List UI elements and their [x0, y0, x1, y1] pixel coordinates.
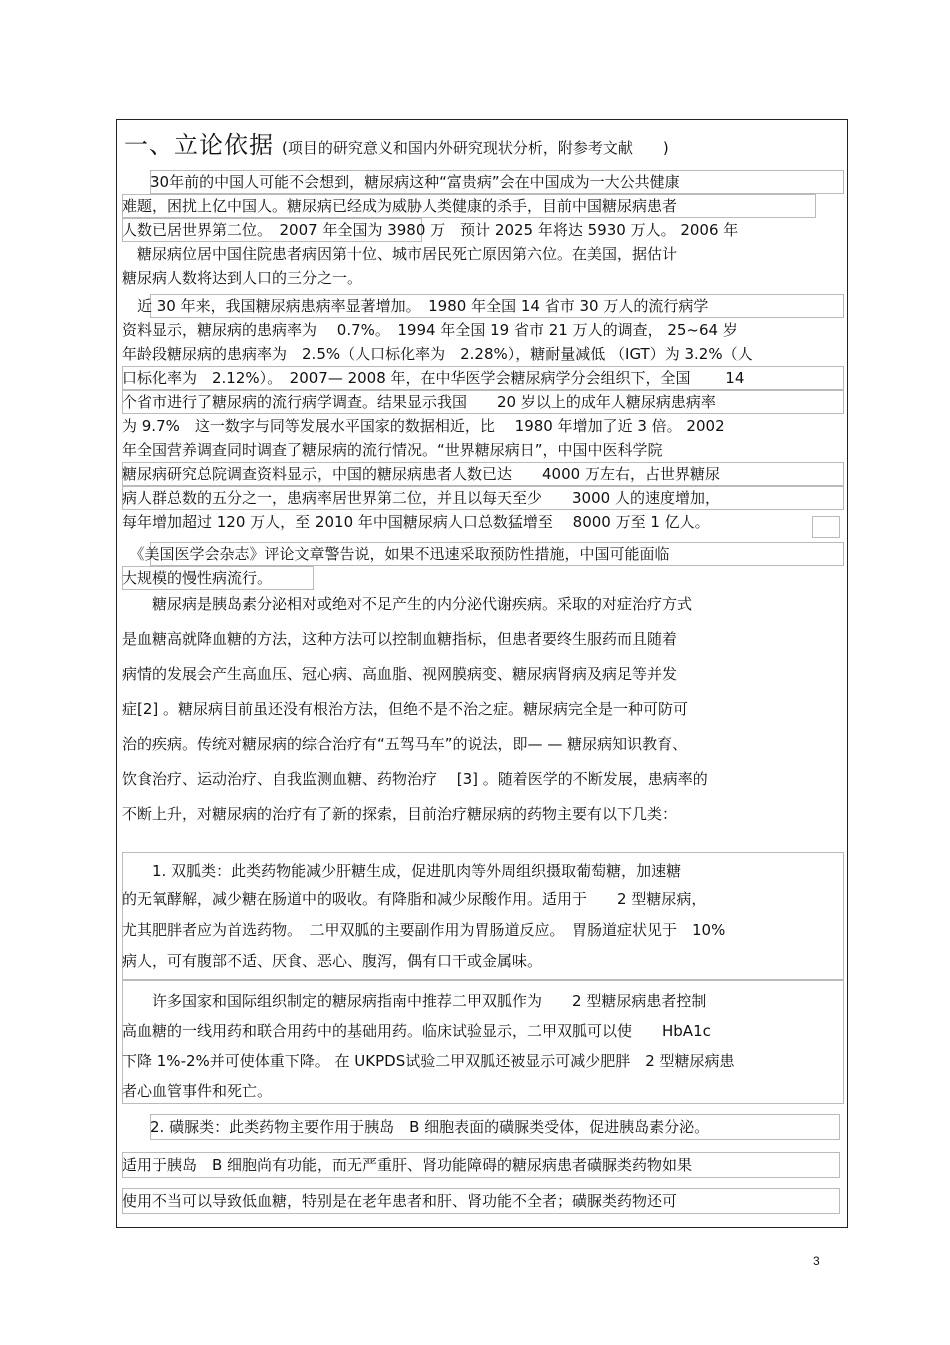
paragraph-7	[122, 1114, 844, 1214]
text-line: 者心血管事件和死亡。	[122, 1082, 273, 1100]
text-line: 不断上升，对糖尿病的治疗有了新的探索，目前治疗糖尿病的药物主要有以下几类：	[122, 805, 678, 823]
text-line: 糖尿病位居中国住院患者病因第十位、城市居民死亡原因第六位。在美国，据估计	[122, 245, 678, 263]
text-line: 个省市进行了糖尿病的流行病学调查。结果显示我国 20 岁以上的成年人糖尿病患病率	[122, 393, 716, 411]
text-line: 每年增加超过 120 万人，至 2010 年中国糖尿病人口总数猛增至 8000 万至 1 亿人。	[122, 513, 710, 531]
text-line: 症[2] 。糖尿病目前虽还没有根治方法，但绝不是不治之症。糖尿病完全是一种可防可	[122, 700, 689, 718]
page-number: 3	[813, 1254, 820, 1268]
section-title: 一、立论依据	[124, 131, 274, 159]
text-line: 1. 双胍类：此类药物能减少肝糖生成，促进肌肉等外周组织摄取葡萄糖，加速糖	[122, 862, 682, 880]
text-line: 治的疾病。传统对糖尿病的综合治疗有“五驾马车”的说法，即— — 糖尿病知识教育、	[122, 735, 688, 753]
text-line: 病人群总数的五分之一，患病率居世界第二位，并且以每天至少 3000 人的速度增加，	[122, 489, 720, 507]
text-line: 为 9.7% 这一数字与同等发展水平国家的数据相近，比 1980 年增加了近 3 倍。 2002	[122, 417, 725, 435]
text-line: 年全国营养调查同时调查了糖尿病的流行情况。“世界糖尿病日”，中国中医科学院	[122, 441, 663, 459]
section-heading	[124, 130, 669, 163]
text-line: 近 30 年来，我国糖尿病患病率显著增加。 1980 年全国 14 省市 30 万人的流行病学	[122, 297, 709, 315]
section-subtitle: (项目的研究意义和国内外研究现状分析，附参考文献 )	[282, 139, 669, 157]
text-line: 大规模的慢性病流行。	[122, 569, 273, 587]
text-line: 适用于胰岛 B 细胞尚有功能，而无严重肝、肾功能障碍的糖尿病患者磺脲类药物如果	[122, 1156, 693, 1174]
paragraph-2	[122, 294, 844, 540]
text-line: 使用不当可以导致低血糖，特别是在老年患者和肝、肾功能不全者；磺脲类药物还可	[122, 1192, 678, 1210]
paragraph-6	[122, 980, 844, 1104]
text-line: 的无氧酵解，减少糖在肠道中的吸收。有降脂和减少尿酸作用。适用于 2 型糖尿病，	[122, 890, 707, 908]
text-line: 糖尿病研究总院调查资料显示，中国的糖尿病患者人数已达 4000 万左右，占世界糖尿	[122, 465, 720, 483]
paragraph-4	[122, 593, 844, 843]
text-line: 难题，困扰上亿中国人。糖尿病已经成为威胁人类健康的杀手，目前中国糖尿病患者	[122, 197, 678, 215]
text-line: 资料显示，糖尿病的患病率为 0.7%。 1994 年全国 19 省市 21 万人的调查， 25~64 岁	[122, 321, 738, 339]
text-line: 是血糖高就降血糖的方法，这种方法可以控制血糖指标，但患者要终生服药而且随着	[122, 630, 678, 648]
text-line: 年龄段糖尿病的患病率为 2.5%（人口标化率为 2.28%），糖耐量减低 （IGT）为 3.2%（人	[122, 345, 753, 363]
paragraph-3	[122, 542, 844, 592]
text-line: 病人，可有腹部不适、厌食、恶心、腹泻，偶有口干或金属味。	[122, 952, 543, 970]
text-line: 糖尿病是胰岛素分泌相对或绝对不足产生的内分泌代谢疾病。采取的对症治疗方式	[122, 595, 693, 613]
paragraph-1	[122, 170, 844, 290]
text-line: 2. 磺脲类：此类药物主要作用于胰岛 B 细胞表面的磺脲类受体，促进胰岛素分泌。	[150, 1118, 710, 1136]
text-line: 饮食治疗、运动治疗、自我监测血糖、药物治疗 [3] 。随着医学的不断发展，患病率的	[122, 770, 708, 788]
text-line: 下降 1%-2%并可使体重下降。 在 UKPDS试验二甲双胍还被显示可减少肥胖 2 型糖尿病患	[122, 1052, 735, 1070]
text-line: 《美国医学会杂志》评论文章警告说，如果不迅速采取预防性措施，中国可能面临	[122, 545, 670, 563]
text-line: 许多国家和国际组织制定的糖尿病指南中推荐二甲双胍作为 2 型糖尿病患者控制	[122, 992, 707, 1010]
text-line: 30年前的中国人可能不会想到，糖尿病这种“富贵病”会在中国成为一大公共健康	[150, 173, 680, 191]
text-line: 尤其肥胖者应为首选药物。 二甲双胍的主要副作用为胃肠道反应。 胃肠道症状见于 10%	[122, 921, 726, 939]
text-line: 口标化率为 2.12%）。 2007— 2008 年，在中华医学会糖尿病学分会组织下，全国 14	[122, 369, 745, 387]
text-line: 糖尿病人数将达到人口的三分之一。	[122, 269, 363, 287]
text-line: 高血糖的一线用药和联合用药中的基础用药。临床试验显示，二甲双胍可以使 HbA1c	[122, 1022, 711, 1040]
text-line: 病情的发展会产生高血压、冠心病、高血脂、视网膜病变、糖尿病肾病及病足等并发	[122, 665, 678, 683]
paragraph-5	[122, 852, 844, 980]
text-line: 人数已居世界第二位。 2007 年全国为 3980 万 预计 2025 年将达 5930 万人。 2006 年	[122, 221, 739, 239]
text-box	[812, 516, 840, 538]
